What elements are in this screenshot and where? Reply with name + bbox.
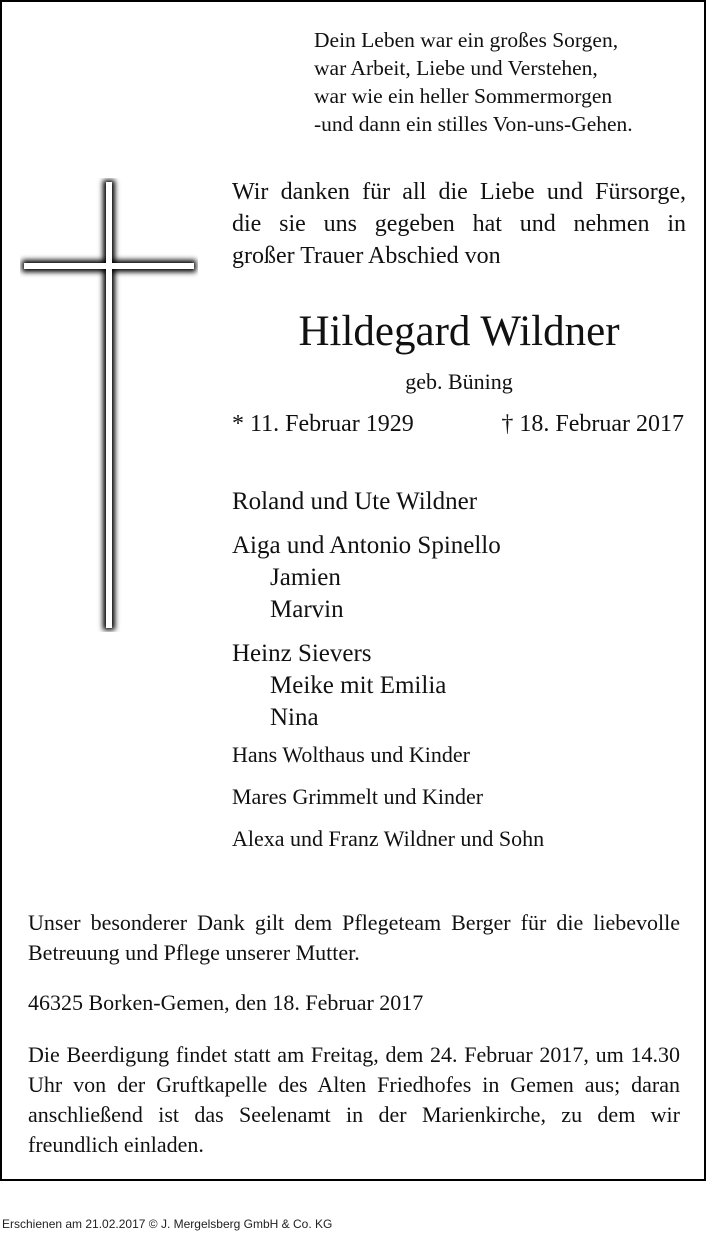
mourner-child: Jamien — [270, 564, 341, 591]
mourner-child: Marvin — [270, 596, 344, 623]
mourner-other: Alexa und Franz Wildner und Sohn — [232, 826, 545, 851]
place-date: 46325 Borken-Gemen, den 18. Februar 2017 — [28, 990, 424, 1015]
mourner-other: Hans Wolthaus und Kinder — [232, 742, 470, 767]
intro-line: großer Trauer Abschied von — [232, 243, 501, 269]
poem — [314, 26, 633, 138]
cross-icon — [20, 178, 198, 632]
poem-line: war Arbeit, Liebe und Verstehen, — [314, 56, 598, 80]
mourners-list — [232, 486, 544, 860]
funeral-info: Die Beerdigung findet statt am Freitag, dem 24. Februar 2017, um 14.30 Uhr von der Gruftkapelle des Alten Friedhofes in Gemen aus; daran anschließend ist das Seelenamt in der Marienkirche, zu dem wir freundlich einladen. — [28, 1042, 680, 1157]
birth-date: * 11. Februar 1929 — [232, 411, 414, 437]
death-date: † 18. Februar 2017 — [501, 411, 684, 437]
poem-line: war wie ein heller Sommermorgen — [314, 84, 613, 108]
mourner-family: Roland und Ute Wildner — [232, 488, 478, 515]
mourner-child: Meike mit Emilia — [270, 672, 447, 699]
publication-footer: Erschienen am 21.02.2017 © J. Mergelsberg GmbH & Co. KG — [2, 1217, 333, 1231]
mourner-child: Nina — [270, 704, 319, 731]
maiden-name: geb. Büning — [405, 369, 513, 394]
mourner-family: Heinz Sievers — [232, 640, 372, 667]
intro-line: die sie uns gegeben hat und nehmen in — [232, 211, 686, 237]
life-dates — [232, 408, 684, 440]
deceased-name: Hildegard Wildner — [298, 308, 620, 355]
intro-line: Wir danken für all die Liebe und Fürsorge, — [232, 179, 686, 205]
intro-text — [232, 176, 686, 272]
poem-line: -und dann ein stilles Von-uns-Gehen. — [314, 112, 633, 136]
poem-line: Dein Leben war ein großes Sorgen, — [314, 28, 619, 52]
thanks-paragraph: Unser besonderer Dank gilt dem Pflegeteam Berger für die liebevolle Betreuung und Pflege unserer Mutter. — [28, 910, 680, 965]
mourner-other: Mares Grimmelt und Kinder — [232, 784, 484, 809]
mourner-family: Aiga und Antonio Spinello — [232, 532, 501, 559]
